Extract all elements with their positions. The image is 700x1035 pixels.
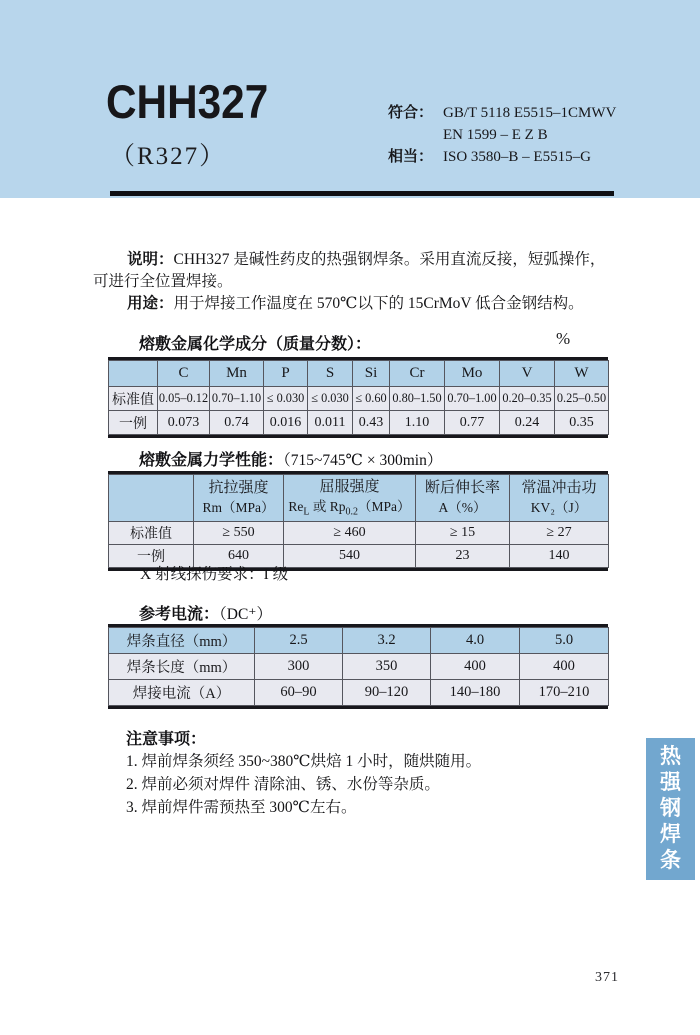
current-title-text: 参考电流： <box>139 606 220 623</box>
note-item-1: 1. 焊前焊条须经 350~380℃烘焙 1 小时，随烘随用。 <box>126 753 482 770</box>
table-row <box>109 680 609 706</box>
table-header-row <box>109 361 609 387</box>
table-row <box>109 387 609 411</box>
table-cell: 0.011 <box>308 411 353 435</box>
col-header-yield <box>284 475 416 522</box>
description-line-2 <box>93 269 609 291</box>
col-header-s: S <box>308 361 353 387</box>
usage-label: 用途： <box>127 295 174 312</box>
equivalent-label: 相当： <box>388 148 434 165</box>
header-line-2: $Re_L$ 或 $Rp_{0.2}(MPa)$ <box>288 498 411 518</box>
header-line-2: KV₂（J） <box>530 500 588 516</box>
col-header-mn: Mn <box>210 361 264 387</box>
table-cell: 90–120 <box>343 680 431 706</box>
table-cell: ≥ 27 <box>510 522 609 545</box>
notes-title: 注意事项： <box>126 731 207 748</box>
table-cell: 0.74 <box>210 411 264 435</box>
description-text-2: 可进行全位置焊接。 <box>93 273 233 290</box>
col-header-mo: Mo <box>445 361 500 387</box>
table-header-row <box>109 475 609 522</box>
table-cell: 350 <box>343 654 431 680</box>
current-condition: （DC⁺） <box>219 606 272 623</box>
table-cell: 0.35 <box>555 411 609 435</box>
table-cell: 0.70–1.00 <box>445 387 500 411</box>
row-label: 一例 <box>109 545 194 568</box>
table-cell: 400 <box>431 654 520 680</box>
table-cell: 640 <box>194 545 284 568</box>
xray-note: X 射线探伤要求：I 级 <box>140 566 289 583</box>
note-item-3: 3. 焊前焊件需预热至 300℃左右。 <box>126 799 357 816</box>
header-line-2: Rm（MPa） <box>202 500 275 516</box>
table-cell: 0.77 <box>445 411 500 435</box>
table-cell: 0.80–1.50 <box>390 387 445 411</box>
description-label: 说明： <box>127 251 174 268</box>
row-label: 标准值 <box>109 522 194 545</box>
table-cell: 3.2 <box>343 628 431 654</box>
table-cell: ≤ 0.030 <box>308 387 353 411</box>
header-line-1: 抗拉强度 <box>208 480 269 497</box>
table-cell: ≥ 550 <box>194 522 284 545</box>
table-cell: 0.43 <box>353 411 390 435</box>
row-label: 一例 <box>109 411 158 435</box>
table-cell: 300 <box>255 654 343 680</box>
mechanical-condition: （715~745℃ × 300min） <box>283 452 443 469</box>
header-line-1: 断后伸长率 <box>424 480 500 497</box>
reference-current-table <box>108 624 608 709</box>
table-cell: ≤ 0.030 <box>264 387 308 411</box>
table-cell: 170–210 <box>520 680 609 706</box>
table-header-row <box>109 628 609 654</box>
col-header-w: W <box>555 361 609 387</box>
table-row <box>109 522 609 545</box>
conform-row <box>388 102 616 124</box>
product-alt-model: （R327） <box>110 143 227 170</box>
table-cell: 0.70–1.10 <box>210 387 264 411</box>
conform-value-1: GB/T 5118 E5515–1CMWV <box>443 105 617 121</box>
usage-line <box>93 291 643 313</box>
conform-row-2 <box>388 124 616 146</box>
description-text-1: CHH327 是碱性药皮的热强钢焊条。采用直流反接，短弧操作， <box>173 251 606 268</box>
category-side-tab <box>646 738 695 880</box>
description-line-1 <box>93 247 643 269</box>
chemical-composition-table <box>108 357 608 438</box>
col-header-si: Si <box>353 361 390 387</box>
col-header-p: P <box>264 361 308 387</box>
header-rule <box>110 191 614 196</box>
col-header-tensile <box>194 475 284 522</box>
current-section-title <box>139 601 272 624</box>
table-cell: 60–90 <box>255 680 343 706</box>
col-header-cr: Cr <box>390 361 445 387</box>
table-cell: 0.25–0.50 <box>555 387 609 411</box>
table-cell: 5.0 <box>520 628 609 654</box>
header-line-1: 屈服强度 <box>319 478 380 495</box>
product-model: CHH327 <box>106 75 269 128</box>
table-cell: 2.5 <box>255 628 343 654</box>
header-line-1: 常温冲击功 <box>521 480 597 497</box>
chemical-section-title: 熔敷金属化学成分（质量分数）： <box>139 336 372 353</box>
table-cell: 4.0 <box>431 628 520 654</box>
table-cell-empty <box>109 361 158 387</box>
side-tab-label: 热强钢焊条 <box>660 745 681 872</box>
table-cell: 23 <box>416 545 510 568</box>
conform-label: 符合： <box>388 104 434 121</box>
row-label: 焊条长度（mm） <box>109 654 255 680</box>
page-number: 371 <box>595 970 619 985</box>
note-item-2: 2. 焊前必须对焊件 清除油、锈、水份等杂质。 <box>126 776 440 793</box>
table-cell: 0.016 <box>264 411 308 435</box>
standards-block <box>388 102 616 168</box>
conform-value-2: EN 1599 – E Z B <box>443 127 548 143</box>
table-cell: 1.10 <box>390 411 445 435</box>
table-cell: 140–180 <box>431 680 520 706</box>
row-label: 焊条直径（mm） <box>109 628 255 654</box>
equivalent-value: ISO 3580–B – E5515–G <box>443 149 591 165</box>
table-row <box>109 654 609 680</box>
table-cell: 140 <box>510 545 609 568</box>
table-cell: ≥ 460 <box>284 522 416 545</box>
row-label: 焊接电流（A） <box>109 680 255 706</box>
table-cell: 0.073 <box>158 411 210 435</box>
table-row <box>109 411 609 435</box>
table-cell-empty <box>109 475 194 522</box>
col-header-impact <box>510 475 609 522</box>
table-cell: 0.05–0.12 <box>158 387 210 411</box>
usage-text: 用于焊接工作温度在 570℃以下的 15CrMoV 低合金钢结构。 <box>173 295 584 312</box>
mechanical-properties-table <box>108 471 608 571</box>
mechanical-title-text: 熔敷金属力学性能： <box>139 452 284 469</box>
table-cell: 540 <box>284 545 416 568</box>
table-cell: ≥ 15 <box>416 522 510 545</box>
col-header-v: V <box>500 361 555 387</box>
col-header-elongation <box>416 475 510 522</box>
mechanical-section-title <box>139 447 442 470</box>
header-band <box>0 0 700 198</box>
table-cell: 0.20–0.35 <box>500 387 555 411</box>
conform-label-spacer <box>388 124 443 146</box>
col-header-c: C <box>158 361 210 387</box>
table-cell: 400 <box>520 654 609 680</box>
equivalent-row <box>388 146 616 168</box>
table-cell: 0.24 <box>500 411 555 435</box>
chemical-unit: % <box>556 329 571 348</box>
header-line-2: A（%） <box>438 500 487 516</box>
table-cell: ≤ 0.60 <box>353 387 390 411</box>
row-label: 标准值 <box>109 387 158 411</box>
